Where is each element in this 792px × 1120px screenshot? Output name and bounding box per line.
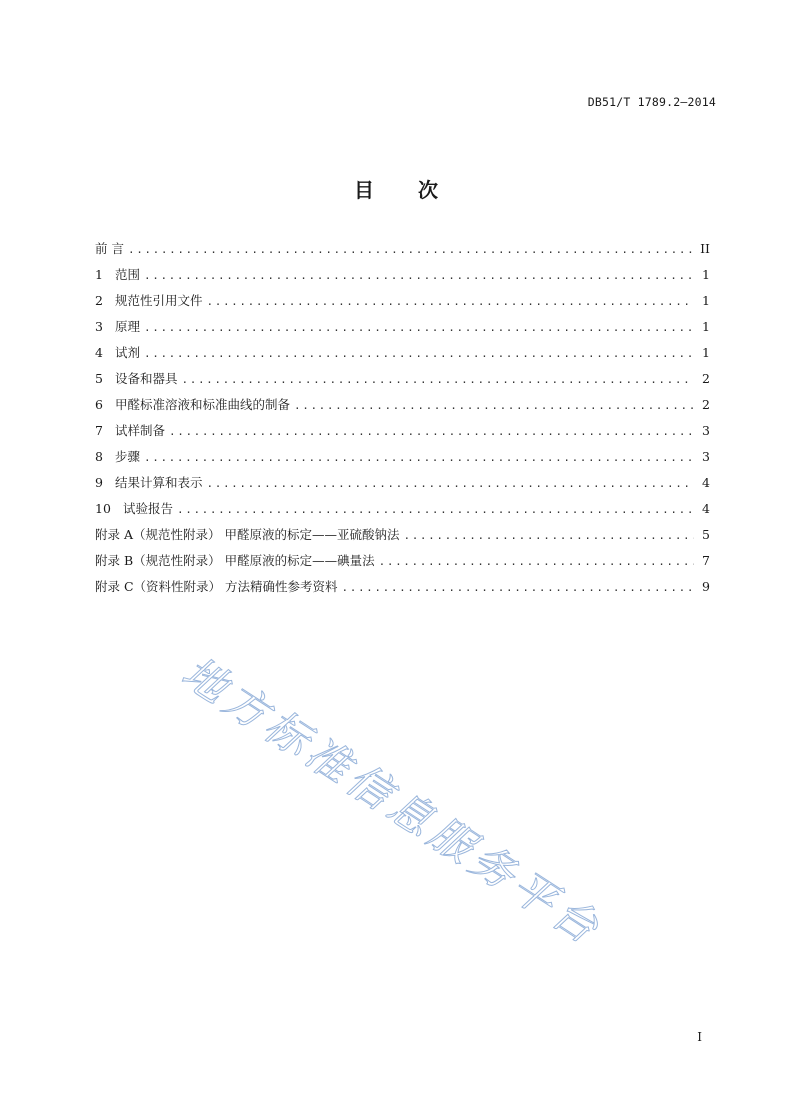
toc-dot-leader bbox=[144, 341, 694, 367]
toc-dot-leader bbox=[182, 367, 694, 393]
toc-entry-label: 附录 B（规范性附录） 甲醛原液的标定——碘量法 bbox=[95, 553, 375, 568]
toc-dot-leader bbox=[403, 523, 694, 549]
page-title bbox=[0, 174, 792, 203]
toc-entry-number: 10 bbox=[95, 501, 111, 516]
toc-dot-leader bbox=[294, 393, 694, 419]
toc-entry-5[interactable] bbox=[95, 366, 710, 392]
page-title-left: 目 bbox=[354, 178, 374, 202]
toc-entry-number: 5 bbox=[95, 371, 103, 386]
watermark: 地方标准信息服务平台 bbox=[172, 647, 612, 957]
toc-dot-leader bbox=[207, 471, 694, 497]
toc-entry-label: 附录 C（资料性附录） 方法精确性参考资料 bbox=[95, 579, 338, 594]
toc-entry-2[interactable] bbox=[95, 288, 710, 314]
toc-entry-label: 试样制备 bbox=[115, 423, 166, 438]
toc-dot-leader bbox=[379, 549, 694, 575]
toc-entry-label: 步骤 bbox=[115, 449, 141, 464]
toc-dot-leader bbox=[207, 289, 694, 315]
toc-entry-label: 规范性引用文件 bbox=[115, 293, 203, 308]
toc-dot-leader bbox=[144, 315, 694, 341]
toc-entry-label: 前 言 bbox=[95, 241, 124, 256]
table-of-contents bbox=[95, 236, 710, 600]
toc-entry-label: 结果计算和表示 bbox=[115, 475, 203, 490]
page-title-right: 次 bbox=[418, 178, 438, 202]
toc-entry-label: 附录 A（规范性附录） 甲醛原液的标定——亚硫酸钠法 bbox=[95, 527, 400, 542]
toc-entry-label: 甲醛标准溶液和标准曲线的制备 bbox=[115, 397, 291, 412]
toc-entry-1[interactable] bbox=[95, 262, 710, 288]
toc-dot-leader bbox=[144, 263, 694, 289]
toc-entry-page: 1 bbox=[702, 319, 710, 334]
toc-entry-6[interactable] bbox=[95, 392, 710, 418]
toc-entry-page: 5 bbox=[702, 527, 710, 542]
toc-entry-label: 试验报告 bbox=[123, 501, 174, 516]
toc-entry-foreword[interactable] bbox=[95, 236, 710, 262]
toc-entry-10[interactable] bbox=[95, 496, 710, 522]
toc-dot-leader bbox=[144, 445, 694, 471]
toc-entry-number: 1 bbox=[95, 267, 103, 282]
toc-entry-label: 范围 bbox=[115, 267, 141, 282]
toc-entry-page: 4 bbox=[702, 475, 710, 490]
toc-entry-appendix-a[interactable] bbox=[95, 522, 710, 548]
toc-entry-number: 3 bbox=[95, 319, 103, 334]
toc-entry-page: 1 bbox=[702, 267, 710, 282]
toc-dot-leader bbox=[342, 575, 694, 601]
toc-dot-leader bbox=[169, 419, 694, 445]
document-code: DB51/T 1789.2—2014 bbox=[587, 95, 716, 109]
toc-entry-page: 3 bbox=[702, 423, 710, 438]
page-number: I bbox=[697, 1030, 702, 1044]
toc-entry-4[interactable] bbox=[95, 340, 710, 366]
toc-entry-9[interactable] bbox=[95, 470, 710, 496]
toc-dot-leader bbox=[177, 497, 694, 523]
toc-entry-number: 6 bbox=[95, 397, 103, 412]
toc-entry-label: 设备和器具 bbox=[115, 371, 178, 386]
toc-entry-page: II bbox=[700, 241, 710, 256]
toc-entry-number: 4 bbox=[95, 345, 103, 360]
toc-entry-3[interactable] bbox=[95, 314, 710, 340]
toc-entry-appendix-c[interactable] bbox=[95, 574, 710, 600]
toc-entry-page: 2 bbox=[702, 371, 710, 386]
toc-entry-number: 8 bbox=[95, 449, 103, 464]
toc-entry-page: 9 bbox=[702, 579, 710, 594]
toc-entry-label: 原理 bbox=[115, 319, 141, 334]
toc-entry-appendix-b[interactable] bbox=[95, 548, 710, 574]
toc-entry-page: 1 bbox=[702, 293, 710, 308]
toc-entry-page: 3 bbox=[702, 449, 710, 464]
toc-entry-page: 4 bbox=[702, 501, 710, 516]
toc-dot-leader bbox=[128, 237, 694, 263]
toc-entry-label: 试剂 bbox=[115, 345, 141, 360]
toc-entry-number: 7 bbox=[95, 423, 103, 438]
toc-entry-number: 2 bbox=[95, 293, 103, 308]
toc-entry-page: 7 bbox=[702, 553, 710, 568]
toc-entry-page: 1 bbox=[702, 345, 710, 360]
toc-entry-number: 9 bbox=[95, 475, 103, 490]
toc-entry-8[interactable] bbox=[95, 444, 710, 470]
toc-entry-page: 2 bbox=[702, 397, 710, 412]
toc-entry-7[interactable] bbox=[95, 418, 710, 444]
